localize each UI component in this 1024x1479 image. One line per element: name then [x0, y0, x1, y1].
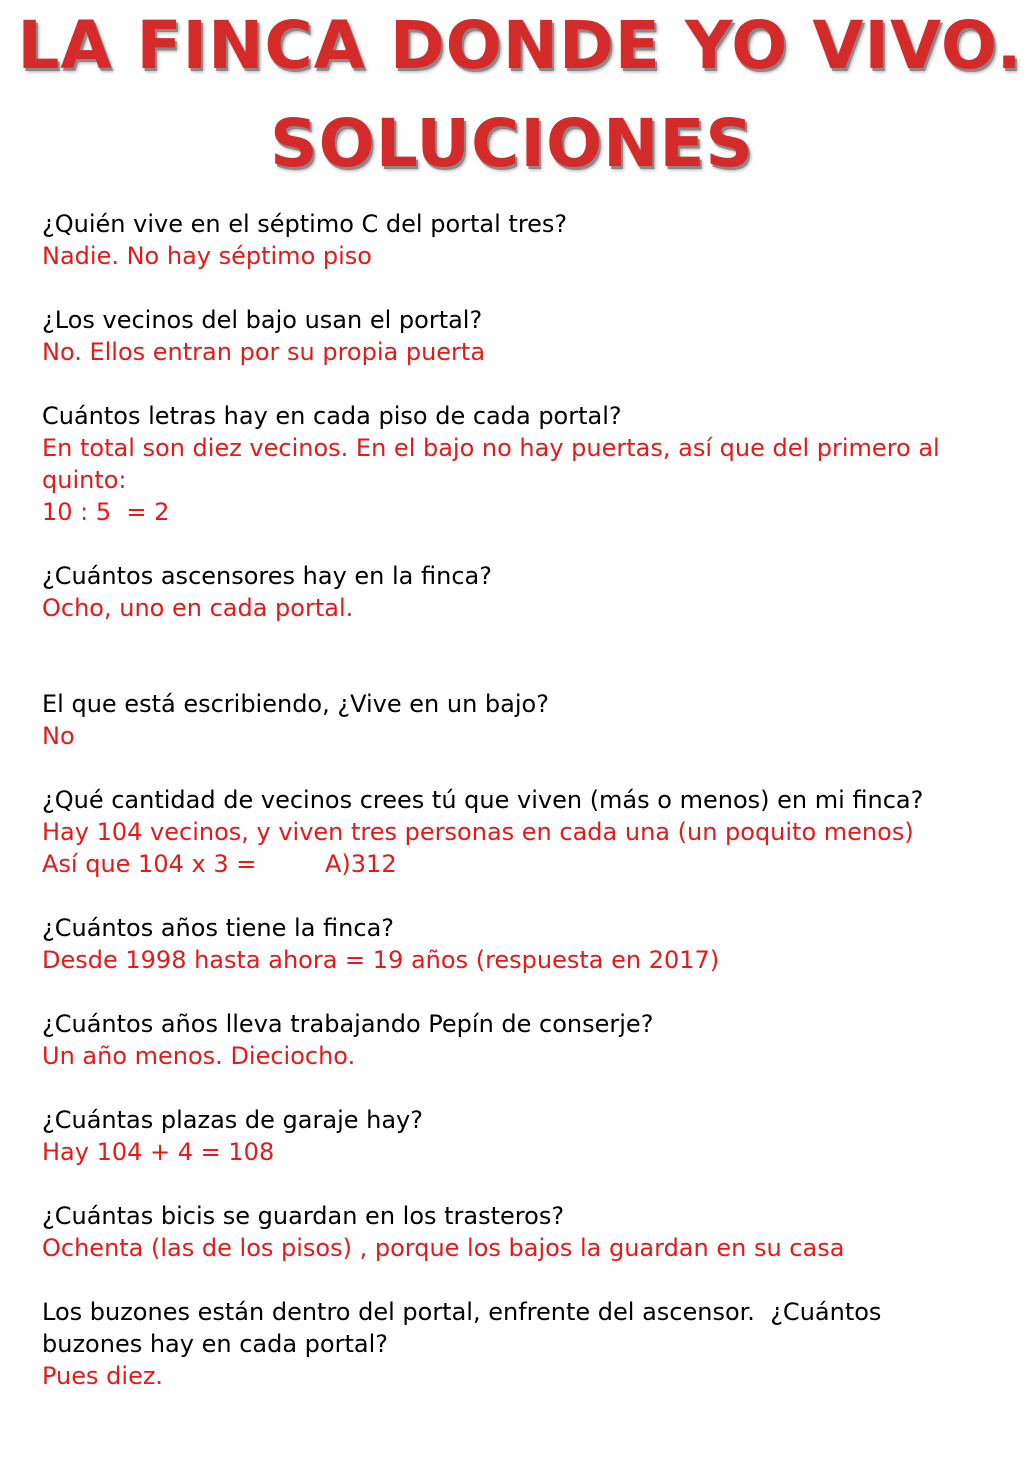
answer-text: Ochenta (las de los pisos) , porque los bajos la guardan en su casa — [42, 1234, 845, 1262]
page-title-line1: LA FINCA DONDE YO VIVO. — [17, 7, 1023, 84]
qa-item-9 — [42, 1104, 972, 1168]
question-text: buzones hay en cada portal? — [42, 1330, 388, 1358]
qa-item-11 — [42, 1296, 972, 1392]
answer-text: quinto: — [42, 466, 127, 494]
question-text: ¿Cuántas bicis se guardan en los trasteros? — [42, 1202, 565, 1230]
answer-text: Pues diez. — [42, 1362, 164, 1390]
qa-item-3 — [42, 400, 972, 528]
answer-text: Nadie. No hay séptimo piso — [42, 242, 372, 270]
answer-text: Hay 104 vecinos, y viven tres personas en cada una (un poquito menos) — [42, 818, 914, 846]
answer-text: Desde 1998 hasta ahora = 19 años (respuesta en 2017) — [42, 946, 720, 974]
qa-item-6 — [42, 784, 972, 880]
answer-text: Ocho, uno en cada portal. — [42, 594, 354, 622]
question-text: ¿Cuántas plazas de garaje hay? — [42, 1106, 423, 1134]
qa-item-7 — [42, 912, 972, 976]
qa-list — [42, 208, 972, 1424]
answer-text: Así que 104 x 3 = A)312 — [42, 850, 397, 878]
qa-item-5 — [42, 688, 972, 752]
question-text: Cuántos letras hay en cada piso de cada portal? — [42, 402, 622, 430]
question-text: ¿Quién vive en el séptimo C del portal tres? — [42, 210, 568, 238]
question-text: ¿Cuántos años tiene la finca? — [42, 914, 395, 942]
page-title-line2: SOLUCIONES — [270, 105, 754, 182]
question-text: ¿Cuántos ascensores hay en la finca? — [42, 562, 492, 590]
qa-item-10 — [42, 1200, 972, 1264]
qa-item-2 — [42, 304, 972, 368]
qa-item-4 — [42, 560, 972, 624]
answer-text: Hay 104 + 4 = 108 — [42, 1138, 275, 1166]
answer-text: No — [42, 722, 75, 750]
question-text: ¿Los vecinos del bajo usan el portal? — [42, 306, 483, 334]
answer-text: Un año menos. Dieciocho. — [42, 1042, 356, 1070]
question-text: El que está escribiendo, ¿Vive en un bajo? — [42, 690, 549, 718]
question-text: ¿Cuántos años lleva trabajando Pepín de conserje? — [42, 1010, 654, 1038]
answer-text: No. Ellos entran por su propia puerta — [42, 338, 486, 366]
question-text: ¿Qué cantidad de vecinos crees tú que viven (más o menos) en mi finca? — [42, 786, 924, 814]
question-text: Los buzones están dentro del portal, enfrente del ascensor. ¿Cuántos — [42, 1298, 882, 1326]
qa-item-8 — [42, 1008, 972, 1072]
answer-text: En total son diez vecinos. En el bajo no hay puertas, así que del primero al — [42, 434, 940, 462]
qa-item-1 — [42, 208, 972, 272]
answer-text: 10 : 5 = 2 — [42, 498, 170, 526]
